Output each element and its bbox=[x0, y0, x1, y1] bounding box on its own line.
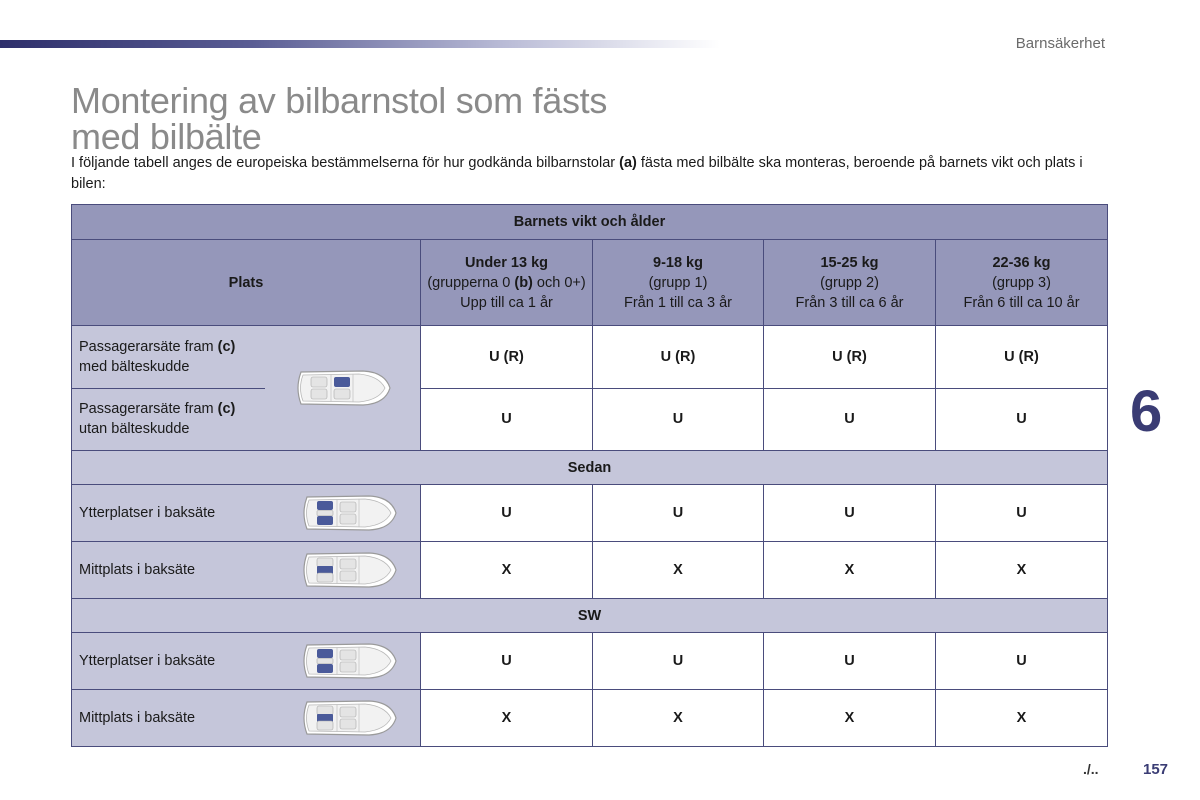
place-label: Ytterplatser i baksäte bbox=[79, 505, 216, 521]
title-line-2: med bilbälte bbox=[71, 116, 262, 157]
cell-sw-middle-2: X bbox=[764, 690, 936, 747]
weight-range: 15-25 kg bbox=[820, 254, 879, 271]
place-sedan-middle bbox=[72, 542, 421, 599]
continued-marker: ./.. bbox=[1083, 761, 1099, 777]
intro-bold: (a) bbox=[619, 155, 637, 171]
intro-text-1: I följande tabell anges de europeiska bestämmelserna för hur godkända bilbarnstolar bbox=[71, 155, 620, 171]
cell-sw-outer-3: U bbox=[936, 633, 1108, 690]
weight-group: (grupperna 0 (b) och 0+) bbox=[427, 274, 586, 291]
cell-front-noairbag-2: U bbox=[764, 388, 936, 451]
cell-sedan-middle-1: X bbox=[593, 542, 764, 599]
weight-col-0 bbox=[421, 240, 593, 326]
car-rear-outer-seats-icon bbox=[299, 641, 399, 681]
weight-col-2 bbox=[764, 240, 936, 326]
weight-age: Upp till ca 1 år bbox=[460, 294, 553, 311]
cell-sw-middle-3: X bbox=[936, 690, 1108, 747]
weight-range: Under 13 kg bbox=[465, 254, 548, 271]
cell-sw-middle-1: X bbox=[593, 690, 764, 747]
front-row-label-no-airbag: Passagerarsäte fram (c) utan bälteskudde bbox=[79, 401, 236, 438]
cell-front-airbag-0: U (R) bbox=[421, 326, 593, 389]
cell-sedan-outer-3: U bbox=[936, 485, 1108, 542]
weight-group: (grupp 3) bbox=[992, 274, 1051, 291]
intro-text-2: fästa med bilbälte ska monteras, beroende på barnets vikt och plats i bilen: bbox=[71, 155, 1083, 192]
page-title bbox=[71, 80, 608, 157]
page-number: 157 bbox=[1143, 761, 1169, 778]
cell-sedan-outer-2: U bbox=[764, 485, 936, 542]
car-rear-middle-seat-icon bbox=[299, 698, 399, 738]
weight-group: (grupp 1) bbox=[648, 274, 708, 291]
child-seat-table bbox=[71, 204, 1108, 747]
cell-sw-outer-0: U bbox=[421, 633, 593, 690]
weight-age: Från 6 till ca 10 år bbox=[963, 294, 1080, 311]
cell-sedan-middle-3: X bbox=[936, 542, 1108, 599]
intro-paragraph bbox=[71, 153, 1111, 195]
cell-sw-middle-0: X bbox=[421, 690, 593, 747]
cell-front-noairbag-3: U bbox=[936, 388, 1108, 451]
cell-sedan-outer-0: U bbox=[421, 485, 593, 542]
car-front-passenger-seat-icon bbox=[293, 368, 393, 408]
place-sw-middle bbox=[72, 690, 421, 747]
section-header-sw: SW bbox=[72, 599, 1108, 633]
cell-front-airbag-3: U (R) bbox=[936, 326, 1108, 389]
place-label: Ytterplatser i baksäte bbox=[79, 653, 216, 669]
weight-age: Från 3 till ca 6 år bbox=[795, 294, 904, 311]
place-sedan-outer bbox=[72, 485, 421, 542]
cell-front-noairbag-0: U bbox=[421, 388, 593, 451]
top-decorative-bar bbox=[0, 40, 720, 48]
car-rear-middle-seat-icon bbox=[299, 550, 399, 590]
title-line-1: Montering av bilbarnstol som fästs bbox=[71, 80, 608, 121]
cell-sw-outer-2: U bbox=[764, 633, 936, 690]
weight-col-3 bbox=[936, 240, 1108, 326]
front-seat-place bbox=[72, 326, 421, 451]
chapter-number: 6 bbox=[1130, 379, 1163, 444]
place-label: Mittplats i baksäte bbox=[79, 710, 196, 726]
weight-range: 9-18 kg bbox=[653, 254, 703, 271]
weight-group: (grupp 2) bbox=[820, 274, 879, 291]
cell-front-noairbag-1: U bbox=[593, 388, 764, 451]
weight-age-header: Barnets vikt och ålder bbox=[72, 205, 1108, 240]
front-row-label-airbag: Passagerarsäte fram (c) med bälteskudde bbox=[72, 326, 265, 389]
cell-front-airbag-1: U (R) bbox=[593, 326, 764, 389]
cell-sw-outer-1: U bbox=[593, 633, 764, 690]
cell-sedan-middle-2: X bbox=[764, 542, 936, 599]
cell-sedan-outer-1: U bbox=[593, 485, 764, 542]
cell-sedan-middle-0: X bbox=[421, 542, 593, 599]
cell-front-airbag-2: U (R) bbox=[764, 326, 936, 389]
place-header: Plats bbox=[72, 240, 421, 326]
place-sw-outer bbox=[72, 633, 421, 690]
section-label: Barnsäkerhet bbox=[1015, 35, 1105, 52]
weight-col-1 bbox=[593, 240, 764, 326]
section-header-sedan: Sedan bbox=[72, 451, 1108, 485]
weight-range: 22-36 kg bbox=[992, 254, 1051, 271]
weight-age: Från 1 till ca 3 år bbox=[624, 294, 732, 311]
car-rear-outer-seats-icon bbox=[299, 493, 399, 533]
place-label: Mittplats i baksäte bbox=[79, 562, 196, 578]
